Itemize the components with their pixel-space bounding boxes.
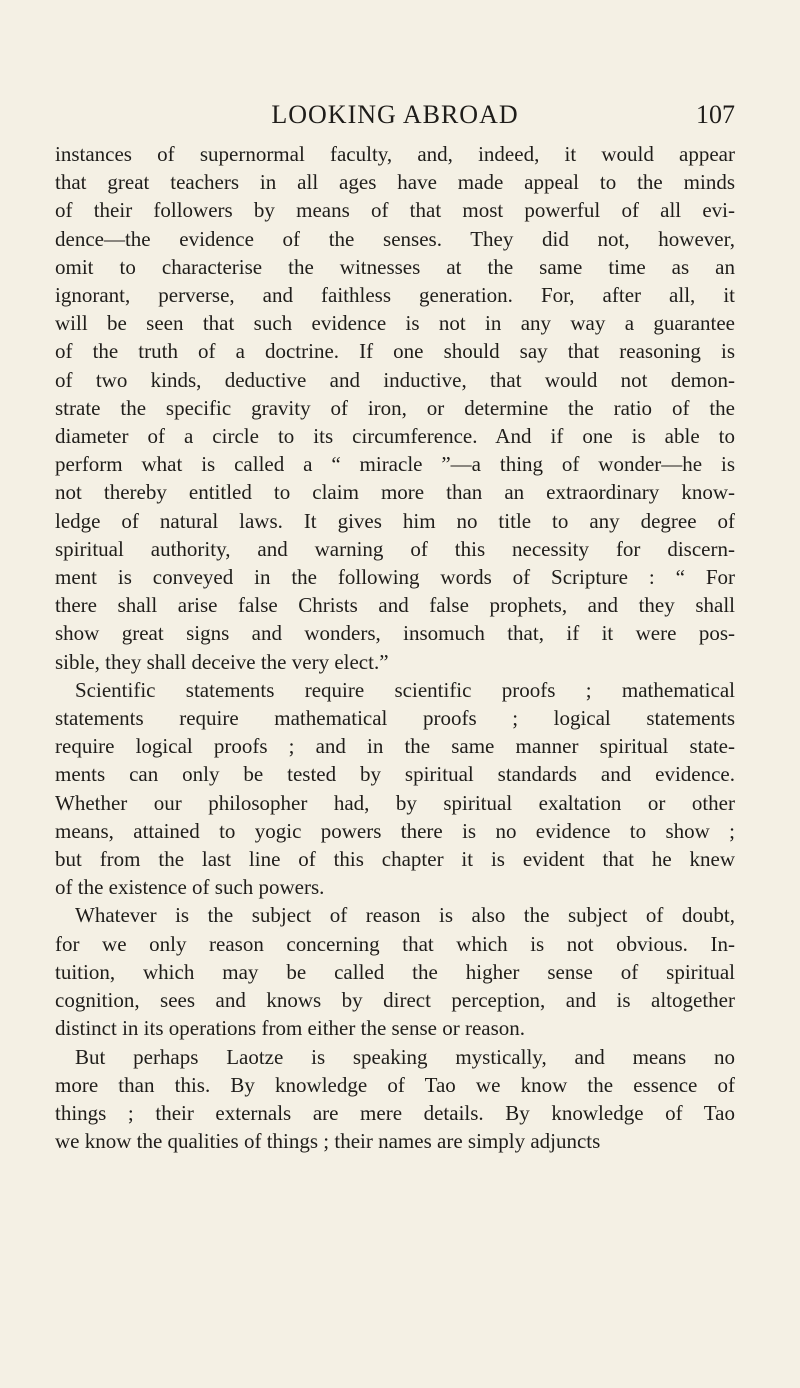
text-line: for we only reason concerning that which is not obvious. In-: [55, 931, 735, 956]
text-line: means, attained to yogic powers there is no evidence to show ;: [55, 818, 735, 843]
text-line: we know the qualities of things ; their names are simply adjuncts: [55, 1129, 601, 1154]
text-line: ments can only be tested by spiritual standards and evidence.: [55, 762, 735, 787]
text-line: of two kinds, deductive and inductive, that would not demon-: [55, 367, 735, 392]
text-line: of the truth of a doctrine. If one should say that reasoning is: [55, 339, 735, 364]
text-line: instances of supernormal faculty, and, indeed, it would appear: [55, 142, 735, 166]
text-line: ignorant, perverse, and faithless generation. For, after all, it: [55, 283, 735, 308]
text-line: But perhaps Laotze is speaking mystically, and means no: [75, 1044, 735, 1069]
text-line: ledge of natural laws. It gives him no title to any degree of: [55, 508, 735, 533]
text-line: omit to characterise the witnesses at the same time as an: [55, 254, 735, 279]
text-line: but from the last line of this chapter it is evident that he knew: [55, 847, 735, 872]
text-line: more than this. By knowledge of Tao we know the essence of: [55, 1072, 735, 1097]
text-line: show great signs and wonders, insomuch that, if it were pos-: [55, 621, 735, 646]
text-line: tuition, which may be called the higher sense of spiritual: [55, 959, 735, 984]
body-text: [55, 140, 735, 1155]
text-line: Whatever is the subject of reason is also the subject of doubt,: [75, 903, 735, 928]
running-head: LOOKING ABROAD: [271, 100, 519, 129]
text-line: Scientific statements require scientific proofs ; mathematical: [75, 677, 735, 702]
text-line: cognition, sees and knows by direct perception, and is altogether: [55, 988, 735, 1013]
text-line: sible, they shall deceive the very elect.”: [55, 649, 389, 674]
text-line: of their followers by means of that most powerful of all evi-: [55, 198, 735, 223]
text-line: statements require mathematical proofs ; logical statements: [55, 706, 735, 731]
text-line: require logical proofs ; and in the same manner spiritual state-: [55, 734, 735, 759]
text-line: ment is conveyed in the following words of Scripture : “ For: [55, 565, 735, 590]
page-header: [55, 100, 735, 140]
text-line: of the existence of such powers.: [55, 875, 325, 900]
text-line: perform what is called a “ miracle ”—a thing of wonder—he is: [55, 452, 735, 477]
text-line: dence—the evidence of the senses. They did not, however,: [55, 226, 735, 251]
text-line: strate the specific gravity of iron, or determine the ratio of the: [55, 395, 735, 420]
text-line: spiritual authority, and warning of this necessity for discern-: [55, 536, 735, 561]
text-line: things ; their externals are mere details. By knowledge of Tao: [55, 1100, 735, 1125]
text-line: distinct in its operations from either the sense or reason.: [55, 1016, 526, 1041]
text-line: Whether our philosopher had, by spiritual exaltation or other: [55, 790, 735, 815]
text-line: will be seen that such evidence is not in any way a guarantee: [55, 311, 735, 336]
text-line: there shall arise false Christs and false prophets, and they shall: [55, 593, 735, 618]
page-number: 107: [696, 100, 735, 129]
text-line: diameter of a circle to its circumference. And if one is able to: [55, 424, 735, 449]
text-line: that great teachers in all ages have made appeal to the minds: [55, 170, 735, 195]
text-line: not thereby entitled to claim more than an extraordinary know-: [55, 480, 735, 505]
